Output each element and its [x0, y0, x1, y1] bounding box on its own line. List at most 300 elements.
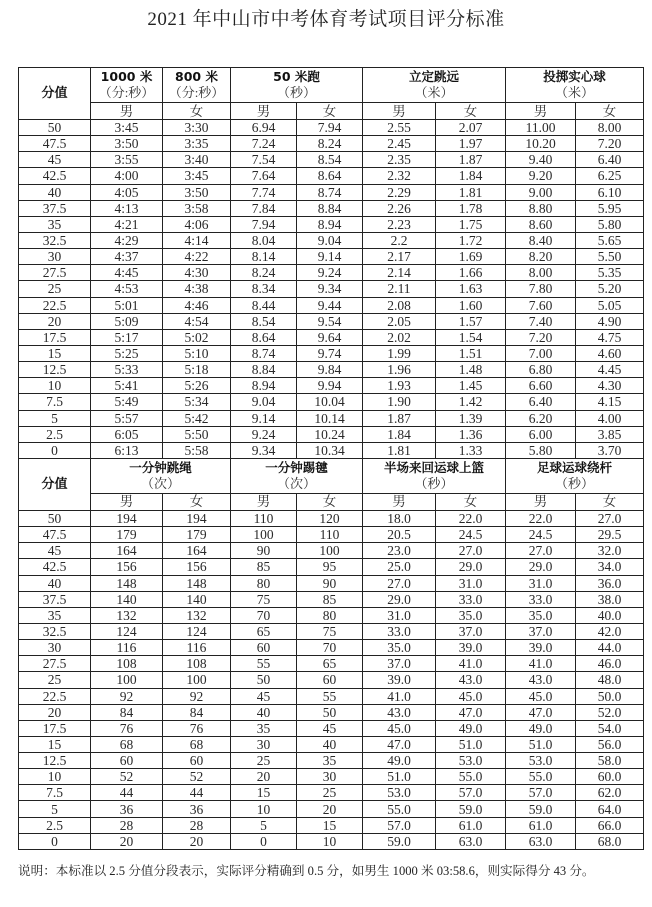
event-name: 一分钟跳绳 [129, 459, 192, 475]
value-cell: 8.84 [231, 362, 297, 378]
event-header [163, 68, 231, 103]
value-cell: 23.0 [363, 543, 436, 559]
value-cell: 2.02 [363, 329, 436, 345]
value-cell: 92 [91, 688, 163, 704]
value-cell: 1.81 [436, 184, 506, 200]
value-cell: 1.97 [436, 136, 506, 152]
value-cell: 28 [163, 817, 231, 833]
score-cell: 17.5 [19, 329, 91, 345]
value-cell: 132 [91, 607, 163, 623]
score-header: 分值 [19, 68, 91, 120]
value-cell: 41.0 [363, 688, 436, 704]
value-cell: 60 [163, 753, 231, 769]
score-cell: 0 [19, 442, 91, 458]
value-cell: 8.84 [297, 200, 363, 216]
table-row [19, 152, 644, 168]
event-unit: （次） [276, 475, 316, 491]
value-cell: 37.0 [436, 623, 506, 639]
score-cell: 37.5 [19, 200, 91, 216]
value-cell: 27.0 [436, 543, 506, 559]
score-cell: 45 [19, 152, 91, 168]
table-row [19, 704, 644, 720]
value-cell: 52 [91, 769, 163, 785]
value-cell: 1.63 [436, 281, 506, 297]
value-cell: 7.64 [231, 168, 297, 184]
value-cell: 53.0 [506, 753, 576, 769]
value-cell: 194 [163, 510, 231, 526]
table-row [19, 216, 644, 232]
score-cell: 25 [19, 281, 91, 297]
value-cell: 51.0 [506, 736, 576, 752]
value-cell: 4:05 [91, 184, 163, 200]
event-unit: （分:秒） [98, 85, 155, 100]
value-cell: 1.72 [436, 232, 506, 248]
value-cell: 3:35 [163, 136, 231, 152]
value-cell: 22.0 [506, 510, 576, 526]
value-cell: 36 [163, 801, 231, 817]
value-cell: 76 [91, 720, 163, 736]
value-cell: 9.24 [297, 265, 363, 281]
event-header [363, 68, 506, 103]
value-cell: 9.64 [297, 329, 363, 345]
table-row [19, 720, 644, 736]
value-cell: 8.54 [297, 152, 363, 168]
value-cell: 90 [297, 575, 363, 591]
table-row [19, 362, 644, 378]
value-cell: 1.60 [436, 297, 506, 313]
value-cell: 9.84 [297, 362, 363, 378]
value-cell: 100 [91, 672, 163, 688]
value-cell: 4.90 [576, 313, 644, 329]
score-cell: 40 [19, 575, 91, 591]
value-cell: 3.85 [576, 426, 644, 442]
value-cell: 6.25 [576, 168, 644, 184]
score-cell: 35 [19, 607, 91, 623]
value-cell: 3:30 [163, 120, 231, 136]
value-cell: 2.08 [363, 297, 436, 313]
value-cell: 35.0 [363, 640, 436, 656]
sex-header: 女 [297, 103, 363, 120]
table1-header-row [19, 68, 644, 103]
table-row [19, 575, 644, 591]
value-cell: 25.0 [363, 559, 436, 575]
value-cell: 90 [231, 543, 297, 559]
value-cell: 124 [91, 623, 163, 639]
value-cell: 59.0 [363, 833, 436, 849]
value-cell: 116 [163, 640, 231, 656]
value-cell: 8.64 [297, 168, 363, 184]
value-cell: 1.87 [363, 410, 436, 426]
value-cell: 1.96 [363, 362, 436, 378]
value-cell: 37.0 [363, 656, 436, 672]
value-cell: 124 [163, 623, 231, 639]
value-cell: 61.0 [436, 817, 506, 833]
value-cell: 7.20 [576, 136, 644, 152]
value-cell: 60 [91, 753, 163, 769]
sex-header: 女 [436, 493, 506, 510]
value-cell: 70 [231, 607, 297, 623]
value-cell: 92 [163, 688, 231, 704]
value-cell: 5:01 [91, 297, 163, 313]
value-cell: 57.0 [436, 785, 506, 801]
value-cell: 4.30 [576, 378, 644, 394]
table-row [19, 753, 644, 769]
table-row [19, 442, 644, 458]
value-cell: 7.84 [231, 200, 297, 216]
value-cell: 2.32 [363, 168, 436, 184]
value-cell: 1.57 [436, 313, 506, 329]
value-cell: 4.15 [576, 394, 644, 410]
value-cell: 52 [163, 769, 231, 785]
sex-header: 男 [91, 103, 163, 120]
value-cell: 58.0 [576, 753, 644, 769]
score-cell: 47.5 [19, 527, 91, 543]
value-cell: 35.0 [436, 607, 506, 623]
table-row [19, 265, 644, 281]
table1-sex-row [19, 103, 644, 120]
value-cell: 5:42 [163, 410, 231, 426]
value-cell: 4:46 [163, 297, 231, 313]
event-name: 立定跳远 [409, 69, 460, 84]
score-cell: 42.5 [19, 559, 91, 575]
value-cell: 68.0 [576, 833, 644, 849]
value-cell: 20 [231, 769, 297, 785]
value-cell: 2.17 [363, 249, 436, 265]
value-cell: 4:13 [91, 200, 163, 216]
value-cell: 8.14 [231, 249, 297, 265]
value-cell: 65 [297, 656, 363, 672]
value-cell: 7.00 [506, 345, 576, 361]
score-cell: 40 [19, 184, 91, 200]
value-cell: 194 [91, 510, 163, 526]
value-cell: 53.0 [436, 753, 506, 769]
value-cell: 2.45 [363, 136, 436, 152]
value-cell: 4:30 [163, 265, 231, 281]
table-row [19, 510, 644, 526]
value-cell: 75 [297, 623, 363, 639]
value-cell: 25 [231, 753, 297, 769]
event-name: 一分钟踢毽 [265, 459, 328, 475]
value-cell: 8.94 [231, 378, 297, 394]
event-unit: （次） [140, 475, 180, 491]
table-row [19, 410, 644, 426]
value-cell: 5:10 [163, 345, 231, 361]
value-cell: 15 [297, 817, 363, 833]
value-cell: 5:57 [91, 410, 163, 426]
score-cell: 15 [19, 736, 91, 752]
table-row [19, 672, 644, 688]
value-cell: 50 [297, 704, 363, 720]
value-cell: 51.0 [436, 736, 506, 752]
score-cell: 35 [19, 216, 91, 232]
table-row [19, 623, 644, 639]
table-row [19, 607, 644, 623]
score-cell: 50 [19, 510, 91, 526]
value-cell: 38.0 [576, 591, 644, 607]
value-cell: 5.50 [576, 249, 644, 265]
table-row [19, 833, 644, 849]
value-cell: 44 [163, 785, 231, 801]
sex-header: 女 [576, 493, 644, 510]
value-cell: 6.10 [576, 184, 644, 200]
value-cell: 6:05 [91, 426, 163, 442]
value-cell: 5.95 [576, 200, 644, 216]
value-cell: 3:50 [163, 184, 231, 200]
value-cell: 43.0 [363, 704, 436, 720]
table-row [19, 543, 644, 559]
value-cell: 49.0 [363, 753, 436, 769]
event-name: 800 米 [175, 69, 218, 84]
value-cell: 1.36 [436, 426, 506, 442]
value-cell: 51.0 [363, 769, 436, 785]
value-cell: 8.20 [506, 249, 576, 265]
value-cell: 8.34 [231, 281, 297, 297]
value-cell: 45 [297, 720, 363, 736]
value-cell: 39.0 [363, 672, 436, 688]
value-cell: 39.0 [506, 640, 576, 656]
value-cell: 43.0 [436, 672, 506, 688]
value-cell: 4:21 [91, 216, 163, 232]
value-cell: 7.20 [506, 329, 576, 345]
value-cell: 8.24 [297, 136, 363, 152]
value-cell: 9.04 [297, 232, 363, 248]
scoring-table [18, 67, 644, 850]
value-cell: 35 [297, 753, 363, 769]
value-cell: 31.0 [506, 575, 576, 591]
score-cell: 22.5 [19, 297, 91, 313]
value-cell: 1.54 [436, 329, 506, 345]
value-cell: 30 [297, 769, 363, 785]
value-cell: 9.24 [231, 426, 297, 442]
value-cell: 1.75 [436, 216, 506, 232]
score-cell: 42.5 [19, 168, 91, 184]
event-header [363, 458, 506, 493]
value-cell: 49.0 [436, 720, 506, 736]
table-row [19, 120, 644, 136]
table-row [19, 817, 644, 833]
value-cell: 5:09 [91, 313, 163, 329]
value-cell: 10.34 [297, 442, 363, 458]
value-cell: 7.94 [231, 216, 297, 232]
value-cell: 45 [231, 688, 297, 704]
value-cell: 5:18 [163, 362, 231, 378]
value-cell: 41.0 [506, 656, 576, 672]
value-cell: 110 [231, 510, 297, 526]
sex-header: 男 [91, 493, 163, 510]
value-cell: 8.74 [297, 184, 363, 200]
value-cell: 27.0 [363, 575, 436, 591]
event-header [506, 68, 644, 103]
value-cell: 9.14 [231, 410, 297, 426]
table-row [19, 168, 644, 184]
value-cell: 53.0 [363, 785, 436, 801]
value-cell: 54.0 [576, 720, 644, 736]
value-cell: 44.0 [576, 640, 644, 656]
table-row [19, 785, 644, 801]
value-cell: 75 [231, 591, 297, 607]
value-cell: 10.04 [297, 394, 363, 410]
value-cell: 60 [297, 672, 363, 688]
value-cell: 59.0 [506, 801, 576, 817]
value-cell: 29.0 [436, 559, 506, 575]
value-cell: 1.90 [363, 394, 436, 410]
value-cell: 18.0 [363, 510, 436, 526]
value-cell: 1.66 [436, 265, 506, 281]
value-cell: 100 [163, 672, 231, 688]
value-cell: 6:13 [91, 442, 163, 458]
value-cell: 52.0 [576, 704, 644, 720]
value-cell: 10 [297, 833, 363, 849]
value-cell: 80 [231, 575, 297, 591]
value-cell: 66.0 [576, 817, 644, 833]
table-row [19, 769, 644, 785]
scoring-table-body [19, 68, 644, 850]
score-cell: 17.5 [19, 720, 91, 736]
value-cell: 7.60 [506, 297, 576, 313]
value-cell: 62.0 [576, 785, 644, 801]
value-cell: 1.84 [436, 168, 506, 184]
score-cell: 15 [19, 345, 91, 361]
value-cell: 20 [91, 833, 163, 849]
score-cell: 32.5 [19, 232, 91, 248]
value-cell: 5:41 [91, 378, 163, 394]
event-unit: （分:秒） [168, 85, 225, 100]
event-header [231, 458, 363, 493]
value-cell: 34.0 [576, 559, 644, 575]
value-cell: 2.2 [363, 232, 436, 248]
value-cell: 84 [163, 704, 231, 720]
sex-header: 女 [297, 493, 363, 510]
sex-header: 男 [363, 493, 436, 510]
table-row [19, 527, 644, 543]
value-cell: 8.44 [231, 297, 297, 313]
value-cell: 1.69 [436, 249, 506, 265]
value-cell: 4.45 [576, 362, 644, 378]
value-cell: 55.0 [506, 769, 576, 785]
score-cell: 0 [19, 833, 91, 849]
table-row [19, 378, 644, 394]
value-cell: 50.0 [576, 688, 644, 704]
table-row [19, 345, 644, 361]
value-cell: 22.0 [436, 510, 506, 526]
value-cell: 2.05 [363, 313, 436, 329]
value-cell: 2.14 [363, 265, 436, 281]
value-cell: 47.0 [506, 704, 576, 720]
value-cell: 63.0 [506, 833, 576, 849]
footnote: 说明：本标准以 2.5 分值分段表示，实际评分精确到 0.5 分，如男生 1000 米 03:58.6，则实际得分 43 分。 [18, 864, 595, 878]
value-cell: 1.42 [436, 394, 506, 410]
value-cell: 80 [297, 607, 363, 623]
value-cell: 4:38 [163, 281, 231, 297]
value-cell: 9.00 [506, 184, 576, 200]
value-cell: 8.00 [506, 265, 576, 281]
value-cell: 55.0 [363, 801, 436, 817]
value-cell: 59.0 [436, 801, 506, 817]
value-cell: 4.75 [576, 329, 644, 345]
score-cell: 30 [19, 249, 91, 265]
value-cell: 9.94 [297, 378, 363, 394]
score-cell: 2.5 [19, 817, 91, 833]
value-cell: 5.65 [576, 232, 644, 248]
value-cell: 108 [91, 656, 163, 672]
value-cell: 4:53 [91, 281, 163, 297]
table-row [19, 281, 644, 297]
value-cell: 31.0 [436, 575, 506, 591]
value-cell: 4:54 [163, 313, 231, 329]
value-cell: 3:55 [91, 152, 163, 168]
table-row [19, 184, 644, 200]
value-cell: 5:26 [163, 378, 231, 394]
event-header [231, 68, 363, 103]
value-cell: 30 [231, 736, 297, 752]
sex-header: 男 [506, 103, 576, 120]
value-cell: 6.94 [231, 120, 297, 136]
score-header: 分值 [19, 458, 91, 510]
value-cell: 5:33 [91, 362, 163, 378]
value-cell: 44 [91, 785, 163, 801]
value-cell: 85 [231, 559, 297, 575]
value-cell: 42.0 [576, 623, 644, 639]
value-cell: 55.0 [436, 769, 506, 785]
value-cell: 48.0 [576, 672, 644, 688]
table-row [19, 656, 644, 672]
value-cell: 8.74 [231, 345, 297, 361]
value-cell: 156 [163, 559, 231, 575]
value-cell: 60.0 [576, 769, 644, 785]
value-cell: 1.99 [363, 345, 436, 361]
value-cell: 179 [163, 527, 231, 543]
value-cell: 40 [297, 736, 363, 752]
event-name: 50 米跑 [273, 69, 320, 84]
value-cell: 76 [163, 720, 231, 736]
value-cell: 9.54 [297, 313, 363, 329]
value-cell: 3:50 [91, 136, 163, 152]
value-cell: 9.40 [506, 152, 576, 168]
event-unit: （米） [414, 85, 454, 100]
value-cell: 8.64 [231, 329, 297, 345]
page-title: 2021 年中山市中考体育考试项目评分标准 [147, 9, 505, 30]
table-row [19, 136, 644, 152]
sex-header: 女 [163, 493, 231, 510]
value-cell: 64.0 [576, 801, 644, 817]
value-cell: 33.0 [363, 623, 436, 639]
value-cell: 68 [163, 736, 231, 752]
value-cell: 10.24 [297, 426, 363, 442]
value-cell: 148 [163, 575, 231, 591]
value-cell: 29.0 [363, 591, 436, 607]
value-cell: 3.70 [576, 442, 644, 458]
value-cell: 108 [163, 656, 231, 672]
score-cell: 25 [19, 672, 91, 688]
value-cell: 29.5 [576, 527, 644, 543]
value-cell: 4:00 [91, 168, 163, 184]
value-cell: 132 [163, 607, 231, 623]
value-cell: 33.0 [506, 591, 576, 607]
value-cell: 1.48 [436, 362, 506, 378]
value-cell: 95 [297, 559, 363, 575]
value-cell: 7.74 [231, 184, 297, 200]
value-cell: 4:37 [91, 249, 163, 265]
value-cell: 100 [297, 543, 363, 559]
value-cell: 8.00 [576, 120, 644, 136]
value-cell: 37.0 [506, 623, 576, 639]
value-cell: 1.33 [436, 442, 506, 458]
value-cell: 11.00 [506, 120, 576, 136]
value-cell: 110 [297, 527, 363, 543]
table-row [19, 688, 644, 704]
value-cell: 47.0 [363, 736, 436, 752]
table-row [19, 426, 644, 442]
